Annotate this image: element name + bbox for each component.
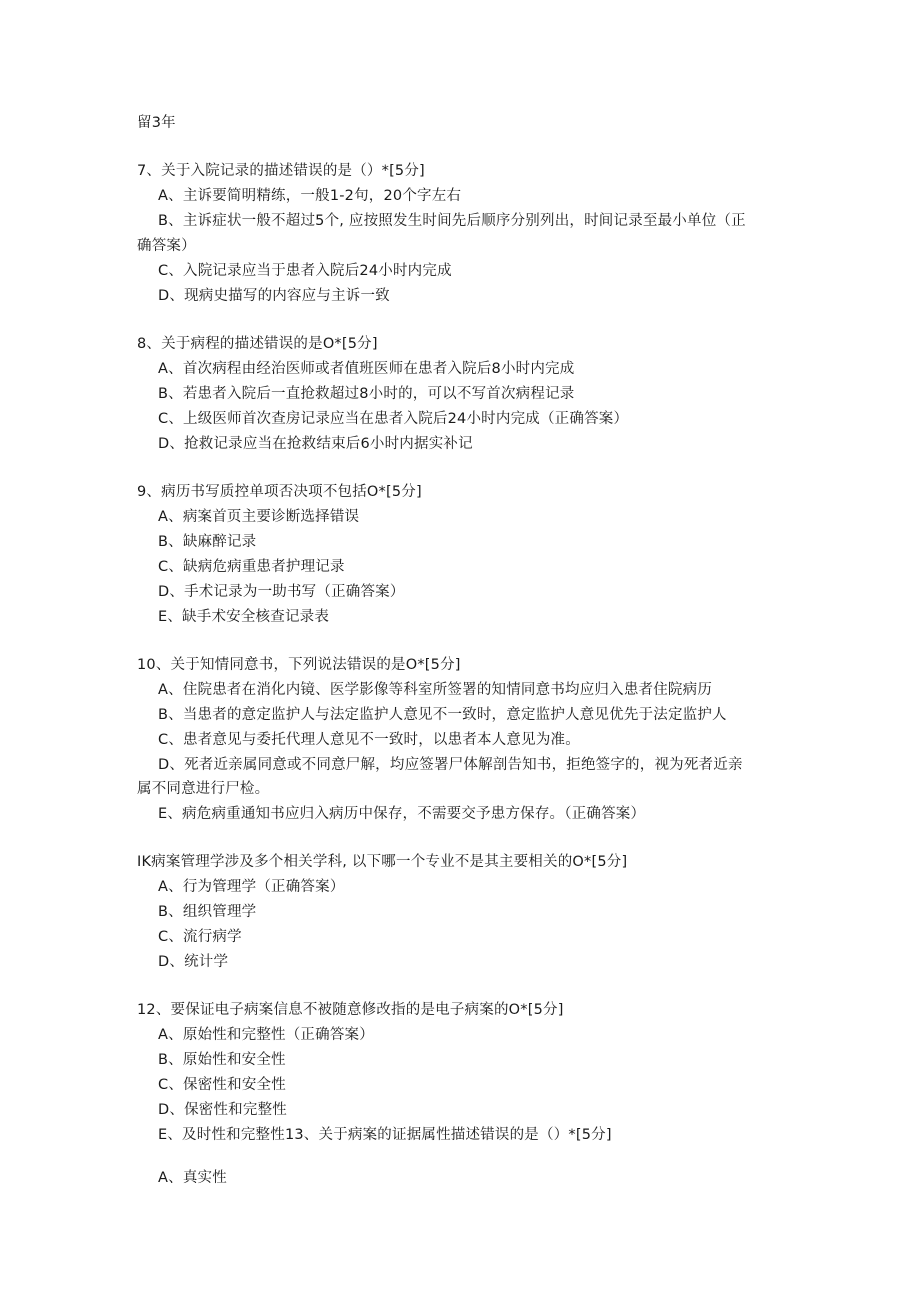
question-11-option-c: C、流行病学 (158, 929, 242, 945)
question-10-option-b: B、当患者的意定监护人与法定监护人意见不一致时，意定监护人意见优先于法定监护人 (158, 707, 727, 723)
question-10-option-d: D、死者近亲属同意或不同意尸解，均应签署尸体解剖告知书，拒绝签字的，视为死者近亲 (158, 757, 743, 773)
question-8-option-c: C、上级医师首次查房记录应当在患者入院后24小时内完成（正确答案） (158, 411, 629, 427)
question-12-option-d: D、保密性和完整性 (158, 1102, 287, 1118)
question-12-option-a: A、原始性和完整性（正确答案） (158, 1027, 374, 1043)
question-9-option-c: C、缺病危病重患者护理记录 (158, 559, 345, 575)
question-9-option-d: D、手术记录为一助书写（正确答案） (158, 584, 405, 600)
question-9-stem: 9、病历书写质控单项否决项不包括O*[5分] (137, 484, 422, 500)
question-12-option-e: E、及时性和完整性13、关于病案的证据属性描述错误的是（）*[5分] (158, 1127, 612, 1143)
question-11-option-d: D、统计学 (158, 954, 229, 970)
question-8-option-a: A、首次病程由经治医师或者值班医师在患者入院后8小时内完成 (158, 361, 575, 377)
question-7-option-d: D、现病史描写的内容应与主诉一致 (158, 288, 390, 304)
top-fragment: 留3年 (137, 115, 176, 131)
question-12-stem: 12、要保证电子病案信息不被随意修改指的是电子病案的O*[5分] (137, 1002, 564, 1018)
question-8-option-d: D、抢救记录应当在抢救结束后6小时内据实补记 (158, 436, 473, 452)
question-9-option-a: A、病案首页主要诊断选择错误 (158, 509, 360, 525)
question-10-option-c: C、患者意见与委托代理人意见不一致时，以患者本人意见为准。 (158, 732, 580, 748)
question-7-option-b: B、主诉症状一般不超过5个, 应按照发生时间先后顺序分别列出，时间记录至最小单位（正 (158, 213, 746, 229)
question-10-stem: 10、关于知情同意书，下列说法错误的是O*[5分] (137, 657, 461, 673)
question-12-option-b: B、原始性和安全性 (158, 1052, 286, 1068)
question-7-option-c: C、入院记录应当于患者入院后24小时内完成 (158, 263, 452, 279)
question-13-option-a: A、真实性 (158, 1170, 227, 1186)
question-9-option-e: E、缺手术安全核查记录表 (158, 609, 330, 625)
question-7-option-b-continuation: 确答案） (137, 238, 196, 254)
question-8-option-b: B、若患者入院后一直抢救超过8小时的，可以不写首次病程记录 (158, 386, 575, 402)
question-10-option-d-continuation: 属不同意进行尸检。 (137, 781, 270, 797)
question-7-stem: 7、关于入院记录的描述错误的是（）*[5分] (137, 163, 425, 179)
question-7-option-a: A、主诉要简明精练，一般1-2句，20个字左右 (158, 188, 462, 204)
question-11-option-a: A、行为管理学（正确答案） (158, 879, 345, 895)
question-11-option-b: B、组织管理学 (158, 904, 257, 920)
question-8-stem: 8、关于病程的描述错误的是O*[5分] (137, 336, 378, 352)
question-10-option-e: E、病危病重通知书应归入病历中保存，不需要交予患方保存。（正确答案） (158, 806, 646, 822)
question-12-option-c: C、保密性和安全性 (158, 1077, 286, 1093)
question-10-option-a: A、住院患者在消化内镜、医学影像等科室所签署的知情同意书均应归入患者住院病历 (158, 682, 713, 698)
question-9-option-b: B、缺麻醉记录 (158, 534, 257, 550)
question-11-stem: IK病案管理学涉及多个相关学科, 以下哪一个专业不是其主要相关的O*[5分] (137, 854, 628, 870)
